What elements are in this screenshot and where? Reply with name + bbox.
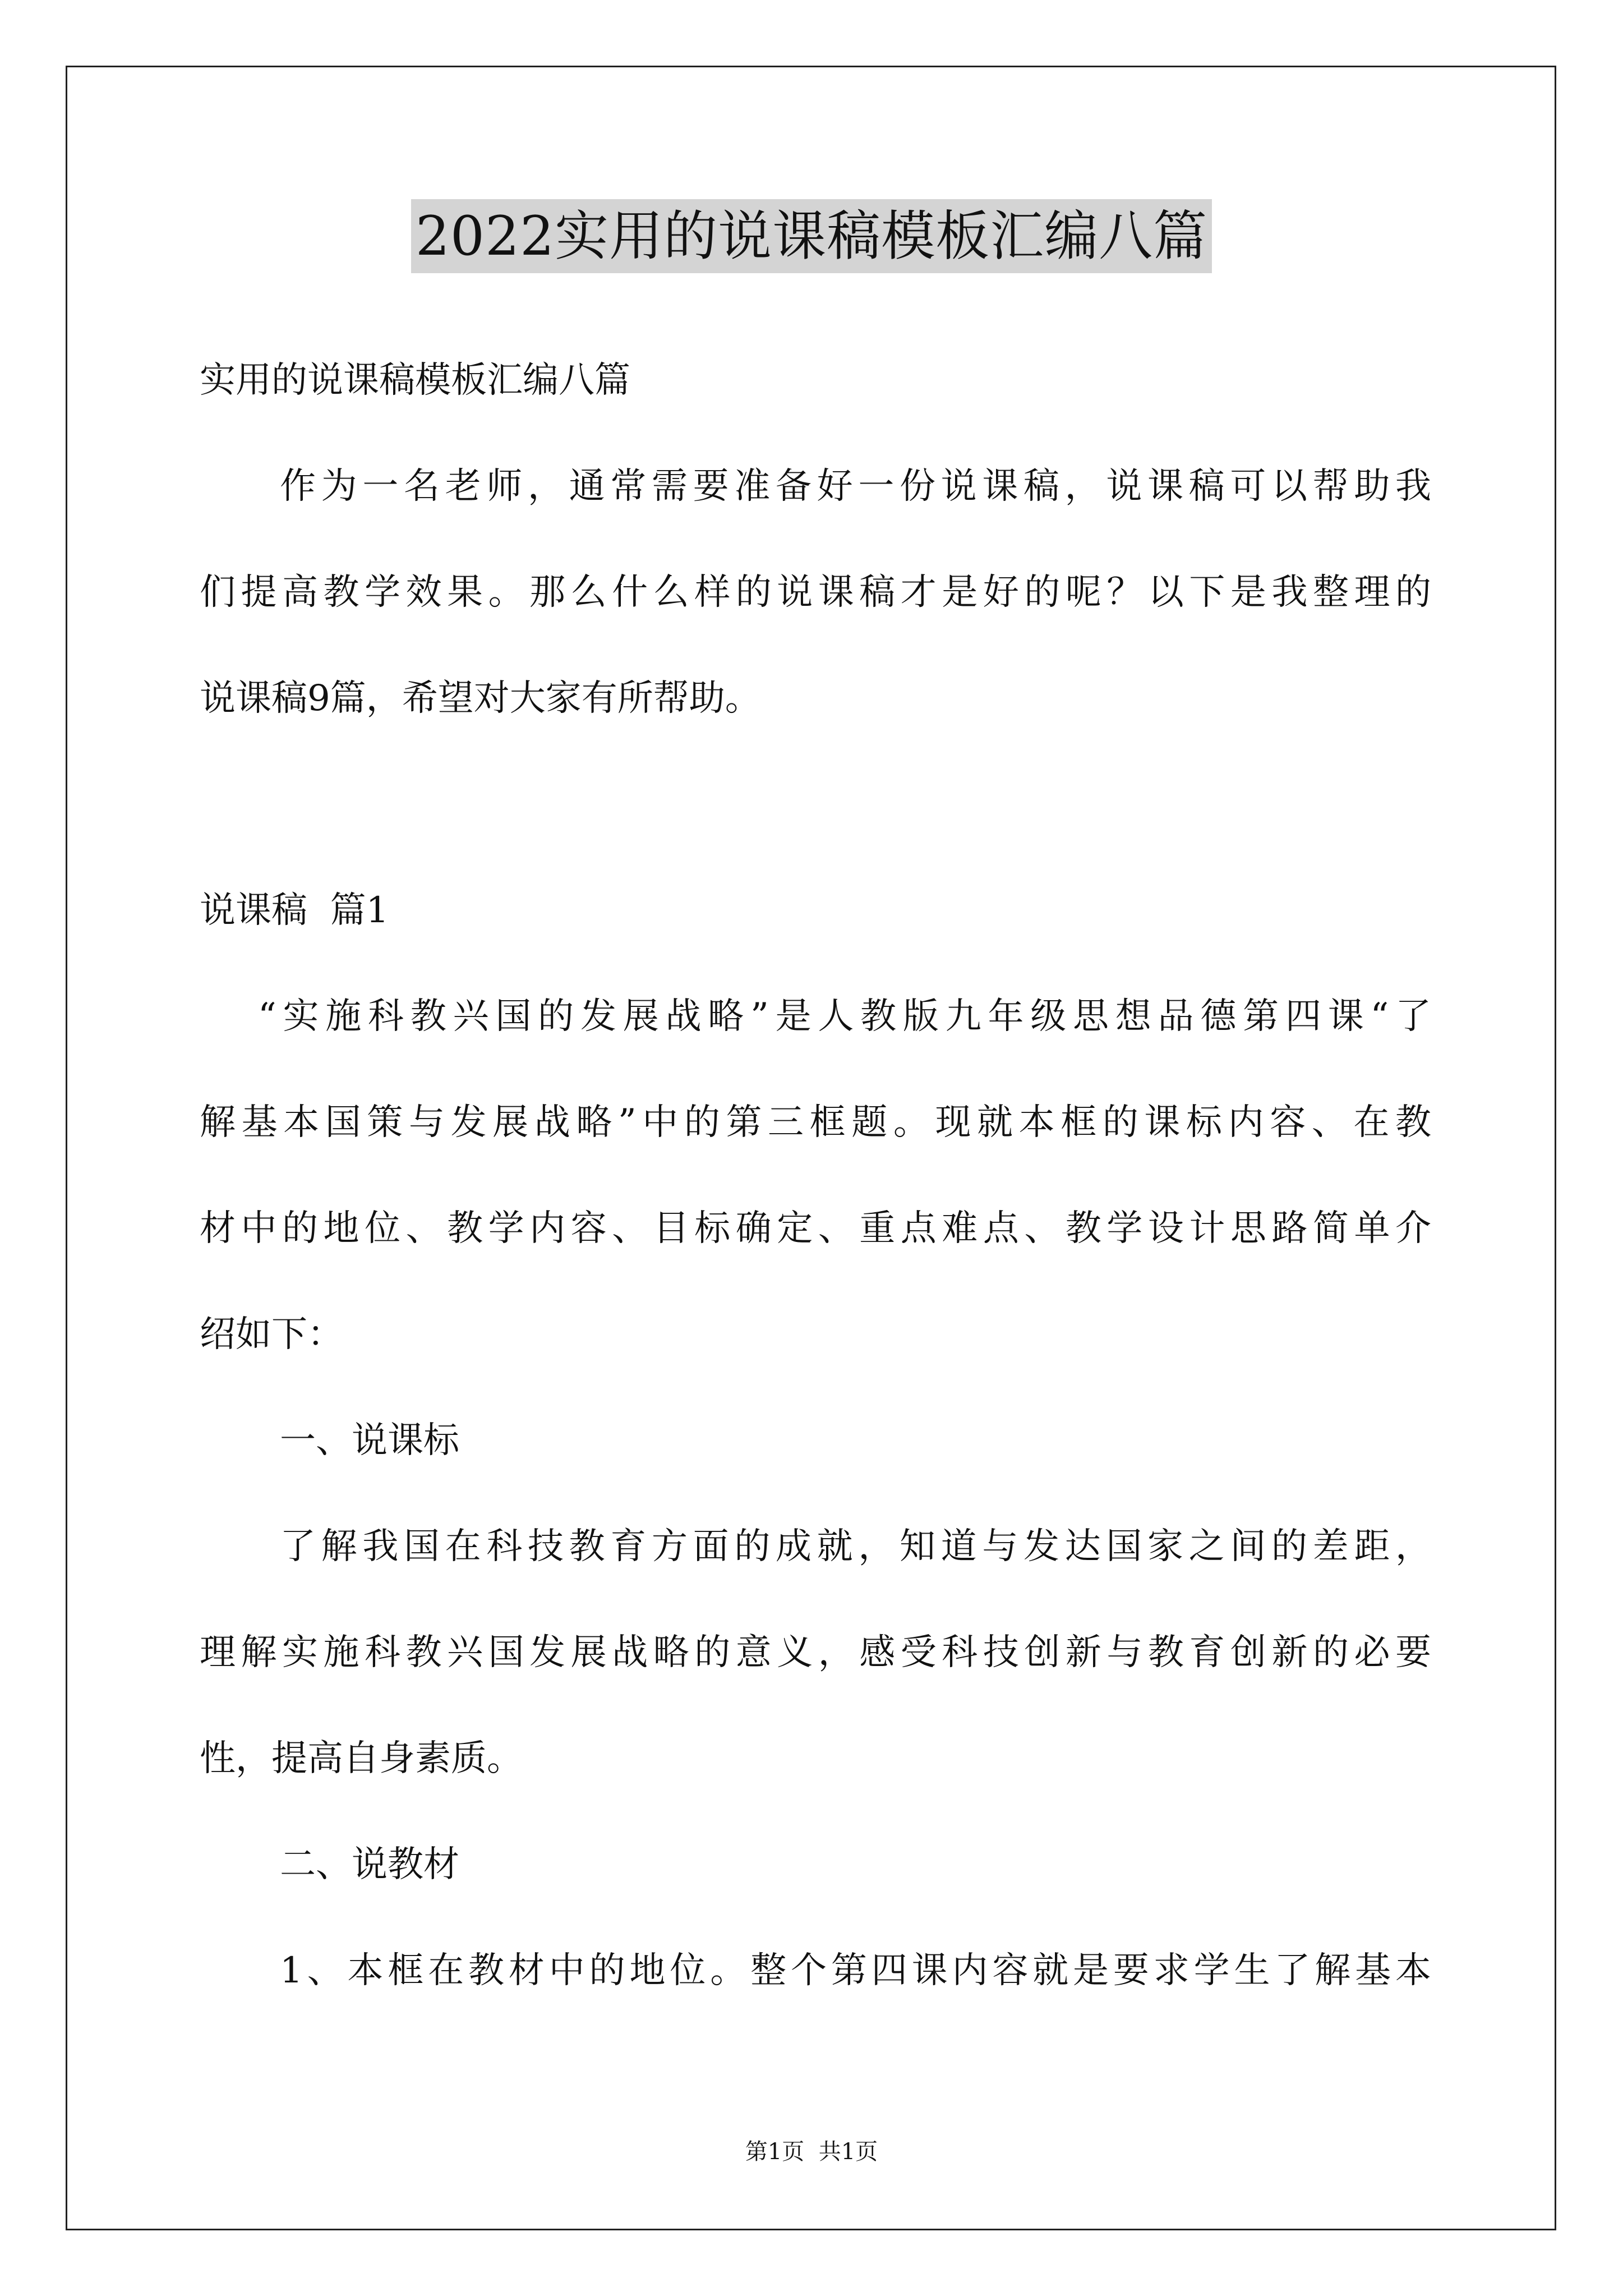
page-footer: 第1页 共1页 xyxy=(745,2139,878,2165)
standard-line-2: 理解实施科教兴国发展战略的意义，感受科技创新与教育创新的必要 xyxy=(200,1632,1431,1673)
intro-line-2: 们提高教学效果。那么什么样的说课稿才是好的呢？以下是我整理的 xyxy=(200,572,1431,613)
intro-line-1: 作为一名老师，通常需要准备好一份说课稿，说课稿可以帮助我 xyxy=(280,466,1431,507)
textbook-line-1: 1、本框在教材中的地位。整个第四课内容就是要求学生了解基本 xyxy=(280,1950,1431,1991)
title-wrap xyxy=(0,199,1623,273)
section-para1-line-3: 材中的地位、教学内容、目标确定、重点难点、教学设计思路简单介 xyxy=(200,1208,1431,1249)
section-para1-line-1: “实施科教兴国的发展战略”是人教版九年级思想品德第四课“了 xyxy=(258,996,1431,1037)
section-para1-line-2: 解基本国策与发展战略”中的第三框题。现就本框的课标内容、在教 xyxy=(200,1102,1431,1143)
standard-line-1: 了解我国在科技教育方面的成就，知道与发达国家之间的差距， xyxy=(280,1526,1431,1567)
standard-line-3: 性，提高自身素质。 xyxy=(200,1738,523,1779)
document-title: 2022实用的说课稿模板汇编八篇 xyxy=(411,199,1212,273)
heading-curriculum-standard: 一、说课标 xyxy=(280,1420,459,1461)
document-subtitle: 实用的说课稿模板汇编八篇 xyxy=(200,360,630,401)
heading-textbook: 二、说教材 xyxy=(280,1844,459,1885)
section-para1-line-4: 绍如下： xyxy=(200,1314,343,1355)
section-heading: 说课稿 篇1 xyxy=(200,890,389,931)
intro-line-3: 说课稿9篇，希望对大家有所帮助。 xyxy=(200,678,761,719)
